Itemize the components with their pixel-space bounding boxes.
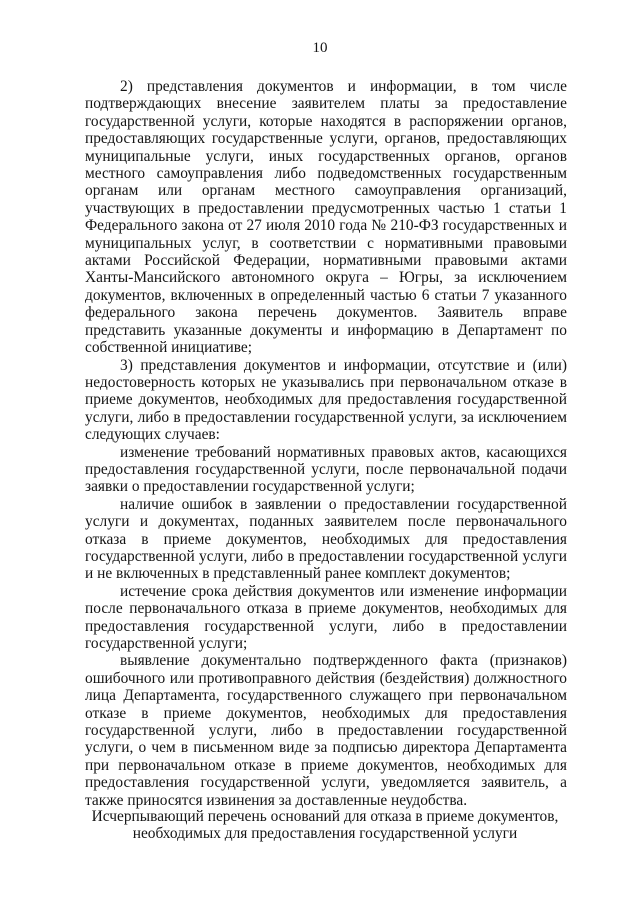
section-heading-line-1: Исчерпывающий перечень оснований для отказа в приеме документов,: [91, 808, 559, 825]
section-heading: [70, 808, 580, 843]
body-text: [85, 78, 567, 809]
paragraph-exception-official-error: выявление документально подтвержденного факта (признаков) ошибочного или противоправного действия (бездействия) должностного лица Департамента, государственного служащего при первоначальном отказе в приеме документов, необходимых для предоставления государственной услуги, либо в предоставлении государственной услуги, о чем в письменном виде за подписью директора Департамента при первоначальном отказе в приеме документов, необходимых для предоставления государственной услуги, уведомляется заявитель, а также приносятся извинения за доставленные неудобства.: [85, 652, 567, 809]
paragraph-item-2: 2) представления документов и информации, в том числе подтверждающих внесение заявителем платы за предоставление государственной услуги, которые находятся в распоряжении органов, предоставляющих государственные услуги, органов, предоставляющих муниципальные услуги, иных государственных органов, органов местного самоуправления либо подведомственных государственным органам или органам местного самоуправления организаций, участвующих в предоставлении предусмотренных частью 1 статьи 1 Федерального закона от 27 июля 2010 года № 210-ФЗ государственных и муниципальных услуг, в соответствии с нормативными правовыми актами Российской Федерации, нормативными правовыми актами Ханты-Мансийского автономного округа – Югры, за исключением документов, включенных в определенный частью 6 статьи 7 указанного федерального закона перечень документов. Заявитель вправе представить указанные документы и информацию в Департамент по собственной инициативе;: [85, 78, 567, 357]
paragraph-exception-requirements-change: изменение требований нормативных правовых актов, касающихся предоставления государственной услуги, после первоначальной подачи заявки о предоставлении государственной услуги;: [85, 443, 567, 496]
section-heading-line-2: необходимых для предоставления государственной услуги: [132, 825, 518, 843]
paragraph-item-3: 3) представления документов и информации, отсутствие и (или) недостоверность которых не указывались при первоначальном отказе в приеме документов, необходимых для предоставления государственной услуги, либо в предоставлении государственной услуги, за исключением следующих случаев:: [85, 356, 567, 444]
page-number: 10: [312, 40, 328, 56]
paragraph-exception-document-expiry: истечение срока действия документов или изменение информации после первоначального отказа в приеме документов, необходимых для предоставления государственной услуги, либо в предоставлении государственной услуги;: [85, 582, 567, 652]
paragraph-exception-application-errors: наличие ошибок в заявлении о предоставлении государственной услуги и документах, поданных заявителем после первоначального отказа в приеме документов, необходимых для предоставления государственной услуги, либо в предоставлении государственной услуги и не включенных в представленный ранее комплект документов;: [85, 495, 567, 583]
